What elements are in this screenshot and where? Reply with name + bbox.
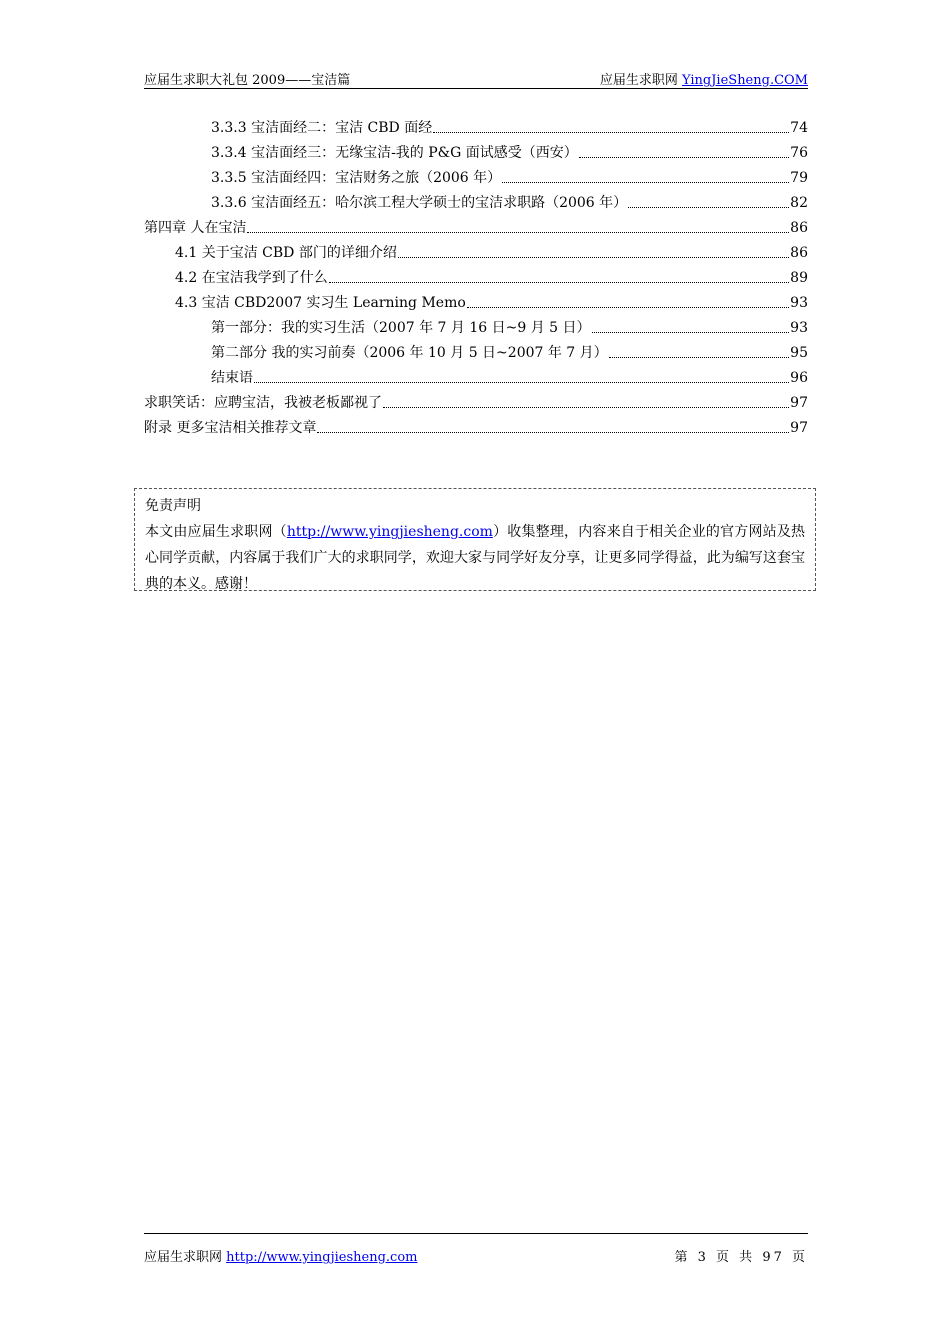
- toc-entry-page: 89: [790, 270, 808, 286]
- header-site-link[interactable]: YingJieSheng.COM: [682, 73, 808, 88]
- toc-entry-title: 3.3.6 宝洁面经五：哈尔滨工程大学硕士的宝洁求职路（2006 年）: [211, 195, 628, 211]
- footer-site-name: 应届生求职网: [144, 1250, 227, 1265]
- toc-entry-page: 86: [790, 220, 808, 236]
- toc-entry-title: 4.3 宝洁 CBD2007 实习生 Learning Memo: [175, 295, 466, 311]
- toc-entry-title: 4.2 在宝洁我学到了什么: [175, 270, 328, 286]
- disclaimer-link[interactable]: http://www.yingjiesheng.com: [286, 524, 493, 540]
- header-title: 应届生求职大礼包 2009——宝洁篇: [144, 73, 351, 88]
- toc-leader-dots: [609, 357, 790, 358]
- toc-entry-page: 95: [790, 345, 808, 361]
- disclaimer-title: 免责声明: [145, 498, 201, 514]
- toc-leader-dots: [592, 332, 790, 333]
- toc-entry-title: 3.3.4 宝洁面经三：无缘宝洁-我的 P&G 面试感受（西安）: [211, 145, 578, 161]
- toc-leader-dots: [502, 182, 789, 183]
- toc-entry[interactable]: [144, 266, 808, 291]
- toc-entry-title: 4.1 关于宝洁 CBD 部门的详细介绍: [175, 245, 397, 261]
- toc-entry-title: 3.3.5 宝洁面经四：宝洁财务之旅（2006 年）: [211, 170, 502, 186]
- disclaimer-text-end: ）收集整理，内容来自于相关企业的官方网站及热心同学贡献，内容属于我们广大的求职同学，欢迎大家与同学好友分享，让更多同学得益，此为编写这套宝典的本义。感谢！: [145, 524, 806, 592]
- toc-entry[interactable]: [144, 166, 808, 191]
- toc-entry[interactable]: [144, 216, 808, 241]
- toc-entry[interactable]: [144, 416, 808, 441]
- page-number: 第 3 页 共 97 页: [674, 1250, 808, 1265]
- toc-entry-page: 79: [790, 170, 808, 186]
- toc-entry-title: 第二部分 我的实习前奏（2006 年 10 月 5 日~2007 年 7 月）: [211, 345, 608, 361]
- header-site-name: 应届生求职网: [599, 73, 683, 88]
- disclaimer-box: [134, 488, 816, 591]
- toc-entry-title: 附录 更多宝洁相关推荐文章: [144, 420, 317, 436]
- toc-entry-title: 第一部分：我的实习生活（2007 年 7 月 16 日~9 月 5 日）: [211, 320, 591, 336]
- toc-entry[interactable]: [144, 191, 808, 216]
- toc-entry[interactable]: [144, 316, 808, 341]
- toc-entry-title: 第四章 人在宝洁: [144, 220, 247, 236]
- toc-entry-page: 93: [790, 320, 808, 336]
- toc-entry-title: 求职笑话：应聘宝洁，我被老板鄙视了: [144, 395, 382, 411]
- toc-leader-dots: [398, 257, 789, 258]
- toc-leader-dots: [383, 407, 789, 408]
- page-footer: [144, 1233, 808, 1264]
- toc-entry-page: 97: [790, 395, 808, 411]
- table-of-contents: [144, 116, 808, 441]
- disclaimer-text-start: 本文由应届生求职网（: [145, 524, 287, 540]
- toc-entry[interactable]: [144, 141, 808, 166]
- toc-entry-title: 结束语: [211, 370, 253, 386]
- toc-leader-dots: [254, 382, 789, 383]
- toc-entry-title: 3.3.3 宝洁面经二：宝洁 CBD 面经: [211, 120, 433, 136]
- header-site: [600, 69, 808, 88]
- toc-entry-page: 74: [790, 120, 808, 136]
- toc-leader-dots: [579, 157, 789, 158]
- toc-entry-page: 97: [790, 420, 808, 436]
- toc-entry-page: 96: [790, 370, 808, 386]
- toc-entry-page: 76: [790, 145, 808, 161]
- toc-entry[interactable]: [144, 116, 808, 141]
- toc-entry-page: 82: [790, 195, 808, 211]
- footer-site: [144, 1246, 417, 1265]
- toc-entry-page: 86: [790, 245, 808, 261]
- toc-leader-dots: [329, 282, 789, 283]
- toc-leader-dots: [433, 132, 789, 133]
- toc-entry[interactable]: [144, 391, 808, 416]
- disclaimer-body: [145, 519, 805, 597]
- toc-leader-dots: [317, 432, 789, 433]
- toc-entry[interactable]: [144, 291, 808, 316]
- toc-leader-dots: [467, 307, 789, 308]
- toc-entry[interactable]: [144, 366, 808, 391]
- footer-site-link[interactable]: http://www.yingjiesheng.com: [226, 1250, 418, 1265]
- toc-entry[interactable]: [144, 341, 808, 366]
- toc-leader-dots: [628, 207, 789, 208]
- page-header: [144, 66, 808, 89]
- toc-entry-page: 93: [790, 295, 808, 311]
- toc-entry[interactable]: [144, 241, 808, 266]
- toc-leader-dots: [247, 232, 789, 233]
